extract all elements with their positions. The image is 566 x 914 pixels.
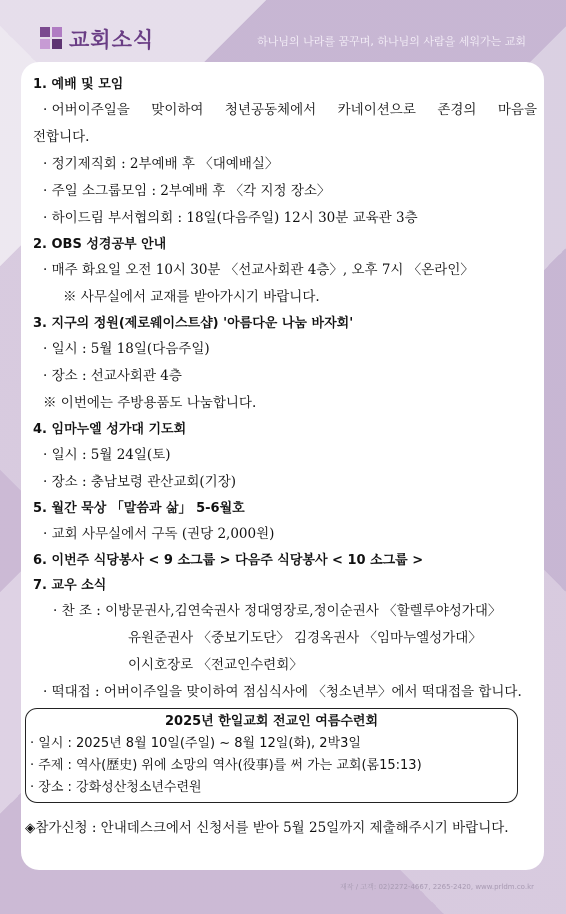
worship-item-council: · 정기제직회 : 2부예배 후 〈대예배실〉 — [43, 156, 279, 172]
footer-credit: 재작 / 고객: 02)2272-4667, 2265-2420, www.prldm.co.kr — [340, 883, 534, 891]
church-slogan: 하나님의 나라를 꿈꾸며, 하나님의 사람을 세워가는 교회 — [257, 35, 526, 48]
devotional-subscription: · 교회 사무실에서 구독 (권당 2,000원) — [43, 526, 275, 542]
retreat-title: 2025년 한일교회 전교인 여름수련회 — [164, 714, 378, 729]
news-content — [25, 72, 537, 842]
donation-line-1: · 찬 조 : 이방문권사,김연숙권사 정대영장로,정이순권사 〈할렐루야성가대〉 — [53, 603, 502, 619]
retreat-place: · 장소 : 강화성산청소년수련원 — [30, 780, 202, 795]
rice-cake-line: · 떡대접 : 어버이주일을 맞이하여 점심식사에 〈청소년부〉에서 떡대접을 합니다. — [43, 684, 522, 700]
section-heading-bazaar: 3. 지구의 정원(제로웨이스트샵) '아름다운 나눔 바자회' — [33, 316, 354, 331]
retreat-theme: · 주제 : 역사(歷史) 위에 소망의 역사(役事)를 써 가는 교회(롬15:13) — [30, 758, 422, 773]
choir-date: · 일시 : 5월 24일(토) — [43, 447, 171, 463]
section-heading-member-news: 7. 교우 소식 — [33, 578, 107, 593]
donation-line-3: 이시호장로 〈전교인수련회〉 — [128, 657, 303, 673]
logo-squares-icon — [40, 27, 62, 49]
page-title: 교회소식 — [69, 28, 155, 52]
retreat-signup: ◈참가신청 : 안내데스크에서 신청서를 받아 5월 25일까지 제출해주시기 바랍니다. — [25, 820, 509, 836]
page-header — [0, 0, 566, 62]
bazaar-date: · 일시 : 5월 18일(다음주일) — [43, 341, 210, 357]
section-heading-devotional: 5. 월간 묵상 「말씀과 삶」 5-6월호 — [33, 501, 245, 516]
section-heading-choir: 4. 임마누엘 성가대 기도회 — [33, 422, 187, 437]
obs-note: ※ 사무실에서 교재를 받아가시기 바랍니다. — [63, 289, 320, 305]
worship-item-carnation: · 어버이주일을 맞이하여 청년공동체에서 카네이션으로 존경의 마음을 — [43, 102, 537, 118]
retreat-date: · 일시 : 2025년 8월 10일(주일) ~ 8월 12일(화), 2박3일 — [30, 736, 361, 751]
section-heading-kitchen-service: 6. 이번주 식당봉사 < 9 소그룹 > 다음주 식당봉사 < 10 소그룹 > — [33, 553, 424, 568]
worship-item-carnation-cont: 전합니다. — [33, 129, 90, 145]
worship-item-hidream: · 하이드림 부서협의회 : 18일(다음주일) 12시 30분 교육관 3층 — [43, 210, 418, 226]
obs-schedule: · 매주 화요일 오전 10시 30분 〈선교사회관 4층〉, 오후 7시 〈온라인〉 — [43, 262, 474, 278]
donation-line-2: 유원준권사 〈중보기도단〉 김경옥권사 〈임마누엘성가대〉 — [128, 630, 482, 646]
section-heading-obs: 2. OBS 성경공부 안내 — [33, 237, 167, 252]
worship-item-smallgroup: · 주일 소그룹모임 : 2부예배 후 〈각 지정 장소〉 — [43, 183, 331, 199]
retreat-box — [25, 708, 518, 803]
news-card — [21, 62, 544, 870]
choir-place: · 장소 : 충남보령 관산교회(기장) — [43, 474, 237, 490]
section-heading-worship: 1. 예배 및 모임 — [33, 77, 124, 92]
bazaar-note: ※ 이번에는 주방용품도 나눔합니다. — [43, 395, 257, 411]
bazaar-place: · 장소 : 선교사회관 4층 — [43, 368, 182, 384]
